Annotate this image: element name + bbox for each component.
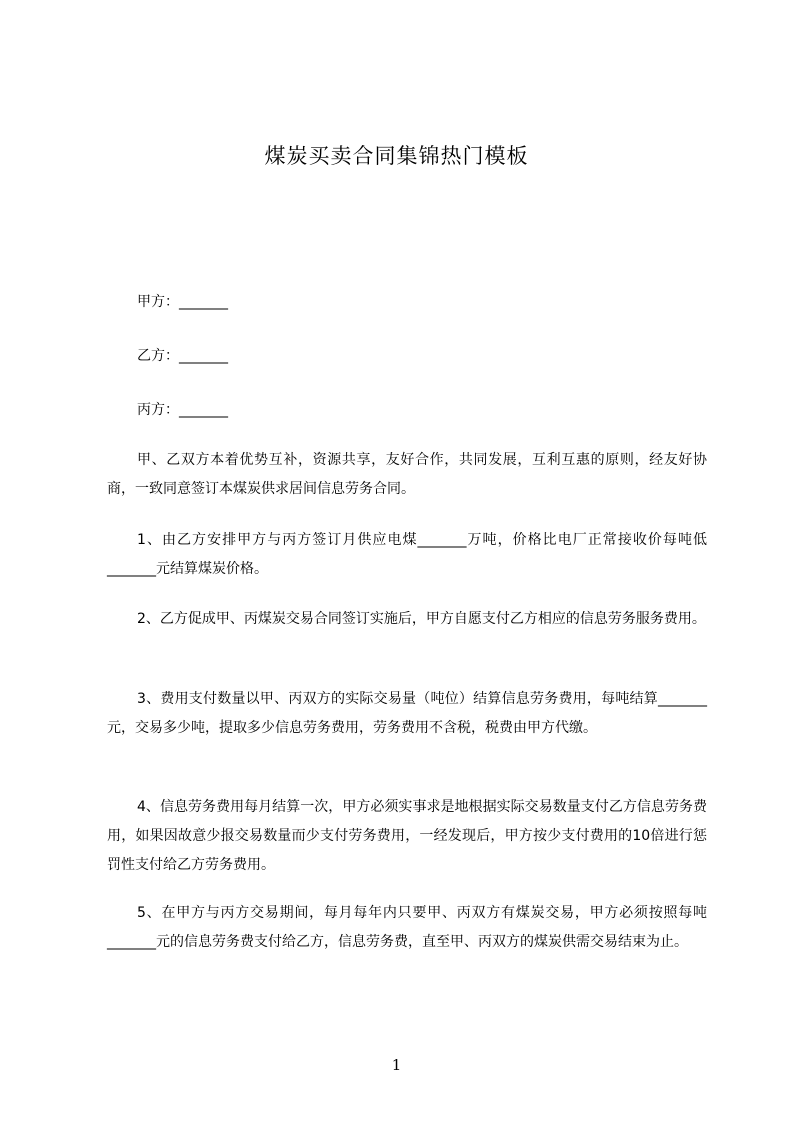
intro-paragraph: 甲、乙双方本着优势互补，资源共享，友好合作，共同发展，互利互惠的原则，经友好协商，一致同意签订本煤炭供求居间信息劳务合同。 xyxy=(107,452,707,497)
document-title: 煤炭买卖合同集锦热门模板 xyxy=(264,144,529,168)
clause-2-paragraph: 2、乙方促成甲、丙煤炭交易合同签订实施后，甲方自愿支付乙方相应的信息劳务服务费用。 xyxy=(137,611,706,627)
party-c-line: 丙方：_______ xyxy=(137,402,228,418)
clause-5-paragraph: 5、在甲方与丙方交易期间，每月每年内只要甲、丙双方有煤炭交易，甲方必须按照每吨_______元的信息劳务费支付给乙方，信息劳务费，直至甲、丙双方的煤炭供需交易结束为止。 xyxy=(107,905,707,950)
clause-1-paragraph: 1、由乙方安排甲方与丙方签订月供应电煤_______万吨，价格比电厂正常接收价每吨低_______元结算煤炭价格。 xyxy=(107,532,707,577)
clause-3-paragraph: 3、费用支付数量以甲、丙双方的实际交易量（吨位）结算信息劳务费用，每吨结算_______元，交易多少吨，提取多少信息劳务费用，劳务费用不含税，税费由甲方代缴。 xyxy=(107,691,707,736)
clause-4-paragraph: 4、信息劳务费用每月结算一次，甲方必须实事求是地根据实际交易数量支付乙方信息劳务费用，如果因故意少报交易数量而少支付劳务费用，一经发现后，甲方按少支付费用的10倍进行惩罚性支付给乙方劳务费用。 xyxy=(107,799,707,873)
party-a-line: 甲方：_______ xyxy=(137,294,228,310)
party-b-line: 乙方：_______ xyxy=(137,348,228,364)
page-number: 1 xyxy=(391,1056,402,1074)
